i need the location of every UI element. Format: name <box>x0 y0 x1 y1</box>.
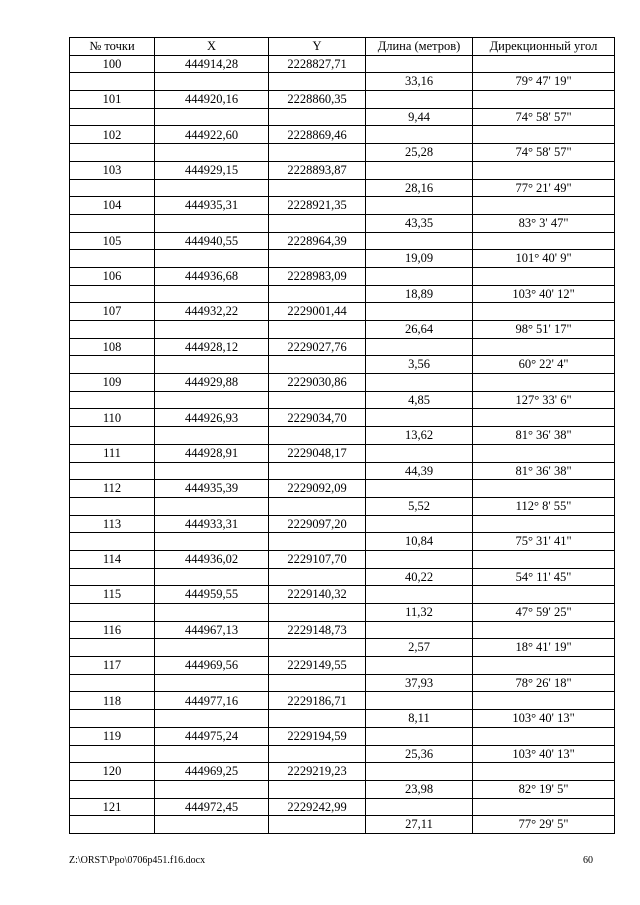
length-cell <box>366 480 473 498</box>
direction-angle-cell: 77° 29' 5" <box>473 816 615 834</box>
table-row <box>70 816 615 834</box>
x-cell <box>155 427 269 445</box>
point-number-cell <box>70 179 155 197</box>
x-cell <box>155 674 269 692</box>
point-number-cell <box>70 321 155 339</box>
y-cell <box>269 568 366 586</box>
length-cell: 33,16 <box>366 73 473 91</box>
direction-angle-cell: 77° 21' 49" <box>473 179 615 197</box>
y-cell: 2229149,55 <box>269 657 366 675</box>
x-cell <box>155 710 269 728</box>
table-row <box>70 639 615 657</box>
point-number-cell <box>70 604 155 622</box>
x-cell <box>155 214 269 232</box>
table-row <box>70 267 615 285</box>
length-cell: 9,44 <box>366 108 473 126</box>
direction-angle-cell: 54° 11' 45" <box>473 568 615 586</box>
point-number-cell: 114 <box>70 550 155 568</box>
point-number-cell: 115 <box>70 586 155 604</box>
point-number-cell: 110 <box>70 409 155 427</box>
direction-angle-cell <box>473 409 615 427</box>
length-cell: 4,85 <box>366 391 473 409</box>
x-cell <box>155 356 269 374</box>
point-number-cell: 105 <box>70 232 155 250</box>
table-row <box>70 497 615 515</box>
x-cell <box>155 285 269 303</box>
point-number-cell: 121 <box>70 798 155 816</box>
point-number-cell: 120 <box>70 763 155 781</box>
y-cell: 2228921,35 <box>269 197 366 215</box>
length-cell <box>366 763 473 781</box>
direction-angle-cell <box>473 55 615 73</box>
direction-angle-cell <box>473 374 615 392</box>
table-row <box>70 550 615 568</box>
length-cell: 2,57 <box>366 639 473 657</box>
point-number-cell: 107 <box>70 303 155 321</box>
length-cell: 25,28 <box>366 144 473 162</box>
table-row <box>70 621 615 639</box>
length-cell <box>366 621 473 639</box>
length-cell <box>366 303 473 321</box>
x-cell: 444940,55 <box>155 232 269 250</box>
table-row <box>70 321 615 339</box>
direction-angle-cell <box>473 798 615 816</box>
direction-angle-cell: 79° 47' 19" <box>473 73 615 91</box>
point-number-cell <box>70 108 155 126</box>
table-row <box>70 374 615 392</box>
direction-angle-cell <box>473 480 615 498</box>
length-cell <box>366 444 473 462</box>
length-cell: 5,52 <box>366 497 473 515</box>
header-point-number: № точки <box>70 38 155 56</box>
y-cell <box>269 745 366 763</box>
direction-angle-cell: 112° 8' 55" <box>473 497 615 515</box>
length-cell: 43,35 <box>366 214 473 232</box>
y-cell <box>269 250 366 268</box>
x-cell <box>155 144 269 162</box>
x-cell: 444936,68 <box>155 267 269 285</box>
point-number-cell: 102 <box>70 126 155 144</box>
x-cell: 444914,28 <box>155 55 269 73</box>
length-cell <box>366 798 473 816</box>
direction-angle-cell: 74° 58' 57" <box>473 108 615 126</box>
point-number-cell <box>70 250 155 268</box>
table-row <box>70 409 615 427</box>
point-number-cell <box>70 639 155 657</box>
x-cell <box>155 604 269 622</box>
y-cell <box>269 144 366 162</box>
x-cell: 444922,60 <box>155 126 269 144</box>
length-cell: 8,11 <box>366 710 473 728</box>
x-cell <box>155 780 269 798</box>
x-cell: 444933,31 <box>155 515 269 533</box>
point-number-cell <box>70 568 155 586</box>
table-row <box>70 161 615 179</box>
point-number-cell: 118 <box>70 692 155 710</box>
length-cell <box>366 161 473 179</box>
x-cell: 444969,25 <box>155 763 269 781</box>
direction-angle-cell <box>473 550 615 568</box>
table-row <box>70 604 615 622</box>
y-cell <box>269 639 366 657</box>
x-cell: 444972,45 <box>155 798 269 816</box>
length-cell: 44,39 <box>366 462 473 480</box>
direction-angle-cell <box>473 267 615 285</box>
direction-angle-cell <box>473 232 615 250</box>
y-cell <box>269 427 366 445</box>
point-number-cell: 119 <box>70 727 155 745</box>
x-cell: 444935,31 <box>155 197 269 215</box>
table-row <box>70 692 615 710</box>
point-number-cell <box>70 497 155 515</box>
y-cell <box>269 497 366 515</box>
x-cell: 444936,02 <box>155 550 269 568</box>
x-cell <box>155 639 269 657</box>
footer-page-number: 60 <box>583 855 593 866</box>
y-cell: 2229001,44 <box>269 303 366 321</box>
table-row <box>70 568 615 586</box>
direction-angle-cell: 47° 59' 25" <box>473 604 615 622</box>
point-number-cell: 109 <box>70 374 155 392</box>
direction-angle-cell: 127° 33' 6" <box>473 391 615 409</box>
point-number-cell <box>70 674 155 692</box>
x-cell <box>155 73 269 91</box>
direction-angle-cell <box>473 444 615 462</box>
y-cell: 2229030,86 <box>269 374 366 392</box>
table-row <box>70 780 615 798</box>
x-cell: 444929,88 <box>155 374 269 392</box>
length-cell: 13,62 <box>366 427 473 445</box>
x-cell <box>155 816 269 834</box>
table-row <box>70 515 615 533</box>
y-cell: 2229107,70 <box>269 550 366 568</box>
table-row <box>70 480 615 498</box>
x-cell: 444928,12 <box>155 338 269 356</box>
direction-angle-cell: 82° 19' 5" <box>473 780 615 798</box>
header-direction-angle: Дирекционный угол <box>473 38 615 56</box>
length-cell: 3,56 <box>366 356 473 374</box>
point-number-cell <box>70 73 155 91</box>
table-row <box>70 798 615 816</box>
direction-angle-cell <box>473 197 615 215</box>
y-cell <box>269 321 366 339</box>
x-cell <box>155 391 269 409</box>
direction-angle-cell: 60° 22' 4" <box>473 356 615 374</box>
length-cell <box>366 727 473 745</box>
direction-angle-cell: 103° 40' 13" <box>473 710 615 728</box>
length-cell: 25,36 <box>366 745 473 763</box>
length-cell: 40,22 <box>366 568 473 586</box>
direction-angle-cell <box>473 657 615 675</box>
table-row <box>70 126 615 144</box>
direction-angle-cell <box>473 727 615 745</box>
length-cell <box>366 232 473 250</box>
coordinates-table <box>69 37 615 834</box>
length-cell <box>366 91 473 109</box>
length-cell <box>366 657 473 675</box>
length-cell <box>366 409 473 427</box>
point-number-cell <box>70 816 155 834</box>
point-number-cell: 104 <box>70 197 155 215</box>
length-cell <box>366 126 473 144</box>
x-cell <box>155 497 269 515</box>
header-row <box>70 38 615 56</box>
length-cell: 26,64 <box>366 321 473 339</box>
length-cell <box>366 374 473 392</box>
point-number-cell <box>70 780 155 798</box>
table-row <box>70 427 615 445</box>
length-cell: 27,11 <box>366 816 473 834</box>
y-cell: 2229092,09 <box>269 480 366 498</box>
y-cell <box>269 108 366 126</box>
y-cell: 2229148,73 <box>269 621 366 639</box>
point-number-cell: 108 <box>70 338 155 356</box>
table-row <box>70 745 615 763</box>
table-row <box>70 462 615 480</box>
y-cell: 2228983,09 <box>269 267 366 285</box>
length-cell: 28,16 <box>366 179 473 197</box>
length-cell <box>366 55 473 73</box>
length-cell: 23,98 <box>366 780 473 798</box>
point-number-cell: 113 <box>70 515 155 533</box>
header-length: Длина (метров) <box>366 38 473 56</box>
direction-angle-cell: 83° 3' 47" <box>473 214 615 232</box>
table-row <box>70 232 615 250</box>
point-number-cell <box>70 214 155 232</box>
x-cell <box>155 745 269 763</box>
table-row <box>70 657 615 675</box>
header-y: Y <box>269 38 366 56</box>
x-cell: 444977,16 <box>155 692 269 710</box>
x-cell <box>155 533 269 551</box>
x-cell <box>155 568 269 586</box>
table-row <box>70 444 615 462</box>
direction-angle-cell: 101° 40' 9" <box>473 250 615 268</box>
y-cell <box>269 73 366 91</box>
x-cell: 444959,55 <box>155 586 269 604</box>
table-row <box>70 763 615 781</box>
x-cell: 444975,24 <box>155 727 269 745</box>
y-cell <box>269 391 366 409</box>
point-number-cell: 116 <box>70 621 155 639</box>
table-row <box>70 533 615 551</box>
point-number-cell <box>70 427 155 445</box>
x-cell: 444935,39 <box>155 480 269 498</box>
y-cell: 2229219,23 <box>269 763 366 781</box>
y-cell <box>269 780 366 798</box>
y-cell: 2228827,71 <box>269 55 366 73</box>
x-cell: 444969,56 <box>155 657 269 675</box>
y-cell <box>269 604 366 622</box>
table-body <box>70 55 615 833</box>
table-row <box>70 91 615 109</box>
point-number-cell: 101 <box>70 91 155 109</box>
table-row <box>70 108 615 126</box>
table-row <box>70 197 615 215</box>
length-cell <box>366 586 473 604</box>
direction-angle-cell: 75° 31' 41" <box>473 533 615 551</box>
y-cell: 2229140,32 <box>269 586 366 604</box>
point-number-cell <box>70 285 155 303</box>
table-row <box>70 73 615 91</box>
y-cell: 2229027,76 <box>269 338 366 356</box>
x-cell: 444967,13 <box>155 621 269 639</box>
direction-angle-cell: 81° 36' 38" <box>473 427 615 445</box>
direction-angle-cell: 103° 40' 12" <box>473 285 615 303</box>
header-x: X <box>155 38 269 56</box>
point-number-cell: 111 <box>70 444 155 462</box>
length-cell: 18,89 <box>366 285 473 303</box>
direction-angle-cell <box>473 338 615 356</box>
direction-angle-cell <box>473 763 615 781</box>
table-row <box>70 727 615 745</box>
y-cell: 2229242,99 <box>269 798 366 816</box>
y-cell: 2229194,59 <box>269 727 366 745</box>
y-cell: 2228893,87 <box>269 161 366 179</box>
y-cell: 2229186,71 <box>269 692 366 710</box>
point-number-cell: 117 <box>70 657 155 675</box>
direction-angle-cell <box>473 692 615 710</box>
length-cell: 10,84 <box>366 533 473 551</box>
direction-angle-cell <box>473 91 615 109</box>
x-cell <box>155 250 269 268</box>
table-row <box>70 674 615 692</box>
direction-angle-cell <box>473 621 615 639</box>
x-cell <box>155 108 269 126</box>
length-cell: 11,32 <box>366 604 473 622</box>
x-cell <box>155 179 269 197</box>
point-number-cell: 100 <box>70 55 155 73</box>
point-number-cell: 106 <box>70 267 155 285</box>
y-cell: 2228964,39 <box>269 232 366 250</box>
x-cell: 444920,16 <box>155 91 269 109</box>
y-cell <box>269 179 366 197</box>
direction-angle-cell: 103° 40' 13" <box>473 745 615 763</box>
point-number-cell <box>70 745 155 763</box>
direction-angle-cell <box>473 515 615 533</box>
x-cell: 444932,22 <box>155 303 269 321</box>
table-row <box>70 391 615 409</box>
y-cell: 2229048,17 <box>269 444 366 462</box>
y-cell <box>269 674 366 692</box>
table-row <box>70 214 615 232</box>
x-cell <box>155 462 269 480</box>
y-cell: 2229097,20 <box>269 515 366 533</box>
length-cell <box>366 197 473 215</box>
y-cell <box>269 533 366 551</box>
table-row <box>70 250 615 268</box>
point-number-cell <box>70 533 155 551</box>
direction-angle-cell: 18° 41' 19" <box>473 639 615 657</box>
direction-angle-cell: 74° 58' 57" <box>473 144 615 162</box>
point-number-cell <box>70 462 155 480</box>
y-cell <box>269 816 366 834</box>
footer-file-path: Z:\ORST\Ppo\0706p451.f16.docx <box>69 855 206 866</box>
y-cell <box>269 356 366 374</box>
direction-angle-cell <box>473 303 615 321</box>
y-cell <box>269 462 366 480</box>
point-number-cell <box>70 144 155 162</box>
y-cell <box>269 285 366 303</box>
table-row <box>70 285 615 303</box>
table-row <box>70 356 615 374</box>
y-cell <box>269 214 366 232</box>
y-cell <box>269 710 366 728</box>
y-cell: 2228860,35 <box>269 91 366 109</box>
x-cell: 444929,15 <box>155 161 269 179</box>
table-row <box>70 710 615 728</box>
x-cell <box>155 321 269 339</box>
length-cell <box>366 692 473 710</box>
length-cell <box>366 267 473 285</box>
length-cell: 19,09 <box>366 250 473 268</box>
table-header <box>70 38 615 56</box>
direction-angle-cell <box>473 126 615 144</box>
point-number-cell <box>70 391 155 409</box>
point-number-cell: 103 <box>70 161 155 179</box>
length-cell: 37,93 <box>366 674 473 692</box>
y-cell: 2229034,70 <box>269 409 366 427</box>
y-cell: 2228869,46 <box>269 126 366 144</box>
length-cell <box>366 338 473 356</box>
table-row <box>70 55 615 73</box>
direction-angle-cell: 78° 26' 18" <box>473 674 615 692</box>
point-number-cell <box>70 710 155 728</box>
point-number-cell: 112 <box>70 480 155 498</box>
x-cell: 444928,91 <box>155 444 269 462</box>
direction-angle-cell: 98° 51' 17" <box>473 321 615 339</box>
length-cell <box>366 515 473 533</box>
table-row <box>70 144 615 162</box>
table-row <box>70 179 615 197</box>
table-row <box>70 303 615 321</box>
x-cell: 444926,93 <box>155 409 269 427</box>
table-row <box>70 586 615 604</box>
direction-angle-cell: 81° 36' 38" <box>473 462 615 480</box>
direction-angle-cell <box>473 161 615 179</box>
table-row <box>70 338 615 356</box>
direction-angle-cell <box>473 586 615 604</box>
length-cell <box>366 550 473 568</box>
point-number-cell <box>70 356 155 374</box>
